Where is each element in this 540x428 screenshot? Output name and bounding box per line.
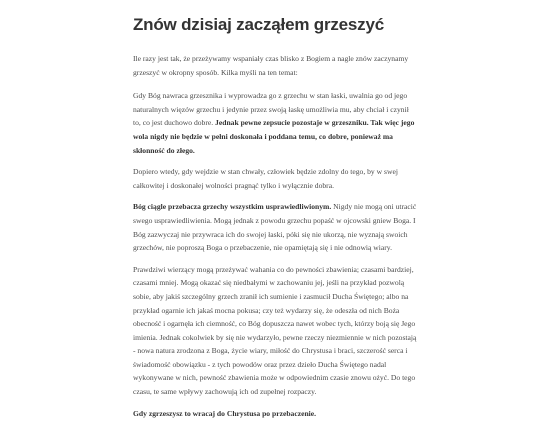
paragraph-forgiveness-text: Nigdy nie mogą oni utracić swego usprawiedliwienia. Mogą jednak z powodu grzechu popaść w ojcowski gniew Boga. I Bóg zazwyczaj nie przywraca ich do swojej łaski, póki się nie ukorzą, nie wyznają swoich grzechów, nie poproszą Boga o przebaczenie, nie opamiętają się i nie odnowią wiary. — [133, 202, 417, 253]
paragraph-assurance: Prawdziwi wierzący mogą przeżywać wahania co do pewności zbawienia; czasami bardziej, czasami mniej. Mogą okazać się niedbałymi w zachowaniu jej, jeśli na przykład pozwolą sobie, aby jakiś szczególny grzech zranił ich sumienie i zasmucił Ducha Świętego; albo na przykład ogarnie ich jakaś mocna pokusa; czy też wydarzy się, że odeszła od nich Boża obecność i ogarnęła ich ciemność, co Bóg dopuszcza nawet wobec tych, którzy boją się Jego imienia. Jednak cokolwiek by się nie wydarzyło, pewne rzeczy niezmiennie w nich pozostają - nowa natura zrodzona z Boga, życie wiary, miłość do Chrystusa i braci, szczerość serca i świadomość obowiązku - z tych powodów oraz przez dzieło Ducha Świętego nadal wykonywane w nich, pewność zbawienia może w odpowiednim czasie znowu ożyć. Do tego czasu, te same wpływy zachowują ich od zupełnej rozpaczy. — [133, 264, 417, 397]
paragraph-return — [133, 407, 418, 421]
paragraph-grace-bold: Jednak pewne zepsucie pozostaje w grzeszniku. Tak więc jego wola nigdy nie będzie w pełni doskonała i poddana temu, co dobre, ponieważ ma skłonność do złego. — [133, 118, 415, 155]
intro-paragraph: Ile razy jest tak, że przeżywamy wspaniały czas blisko z Bogiem a nagle znów zaczynamy grzeszyć w okropny sposób. Kilka myśli na ten temat: — [133, 54, 409, 77]
paragraph-grace — [133, 89, 418, 157]
article-title: Znów dzisiaj zacząłem grzeszyć — [133, 15, 384, 34]
paragraph-grace-text: Gdy Bóg nawraca grzesznika i wyprowadza go z grzechu w stan łaski, uwalnia go od jego naturalnych więzów grzechu i jedynie przez swoją łaskę umożliwia mu, aby chciał i czynił to, co jest duchowo dobre. — [133, 91, 409, 128]
article — [133, 14, 418, 428]
paragraph-forgiveness — [133, 200, 418, 254]
paragraph-glory: Dopiero wtedy, gdy wejdzie w stan chwały, człowiek będzie zdolny do tego, by w swej całkowitej i doskonałej wolności pragnąć tylko i wyłącznie dobra. — [133, 167, 398, 190]
paragraph-forgiveness-bold: Bóg ciągle przebacza grzechy wszystkim usprawiedliwionym. — [133, 202, 332, 212]
paragraph-return-bold: Gdy zgrzeszysz to wracaj do Chrystusa po przebaczenie. — [133, 408, 317, 418]
